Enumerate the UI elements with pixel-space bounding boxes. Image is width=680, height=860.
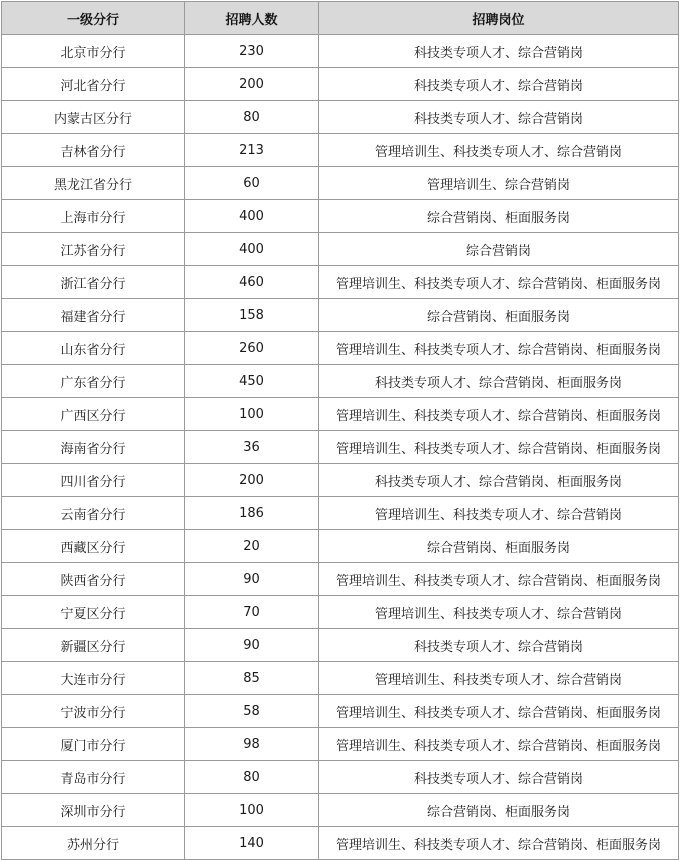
table-body [2,35,679,860]
table-row [2,101,679,134]
count-cell: 140 [185,827,319,860]
branch-cell: 广东省分行 [2,365,185,398]
positions-cell: 综合营销岗、柜面服务岗 [319,794,679,827]
count-cell: 400 [185,233,319,266]
table-row [2,497,679,530]
positions-cell: 综合营销岗 [319,233,679,266]
branch-cell: 陕西省分行 [2,563,185,596]
positions-cell: 管理培训生、科技类专项人才、综合营销岗 [319,497,679,530]
branch-cell: 苏州分行 [2,827,185,860]
branch-cell: 内蒙古区分行 [2,101,185,134]
branch-cell: 浙江省分行 [2,266,185,299]
branch-cell: 西藏区分行 [2,530,185,563]
table-row [2,662,679,695]
count-cell: 80 [185,761,319,794]
count-cell: 400 [185,200,319,233]
branch-cell: 四川省分行 [2,464,185,497]
positions-cell: 科技类专项人才、综合营销岗 [319,35,679,68]
table-row [2,596,679,629]
branch-cell: 大连市分行 [2,662,185,695]
count-cell: 200 [185,68,319,101]
table-row [2,464,679,497]
positions-cell: 科技类专项人才、综合营销岗 [319,101,679,134]
count-cell: 58 [185,695,319,728]
count-cell: 450 [185,365,319,398]
table-row [2,365,679,398]
count-cell: 80 [185,101,319,134]
positions-cell: 管理培训生、科技类专项人才、综合营销岗、柜面服务岗 [319,398,679,431]
positions-cell: 科技类专项人才、综合营销岗、柜面服务岗 [319,464,679,497]
table-row [2,794,679,827]
table-row [2,200,679,233]
table-header [2,2,679,35]
branch-cell: 云南省分行 [2,497,185,530]
positions-cell: 科技类专项人才、综合营销岗 [319,629,679,662]
count-cell: 20 [185,530,319,563]
table-row [2,332,679,365]
branch-cell: 吉林省分行 [2,134,185,167]
table-row [2,431,679,464]
table-row [2,761,679,794]
count-cell: 158 [185,299,319,332]
header-count: 招聘人数 [185,2,319,35]
table-row [2,35,679,68]
table-row [2,827,679,860]
positions-cell: 管理培训生、科技类专项人才、综合营销岗、柜面服务岗 [319,695,679,728]
count-cell: 98 [185,728,319,761]
branch-cell: 上海市分行 [2,200,185,233]
table-row [2,266,679,299]
count-cell: 230 [185,35,319,68]
positions-cell: 综合营销岗、柜面服务岗 [319,530,679,563]
count-cell: 213 [185,134,319,167]
branch-cell: 宁波市分行 [2,695,185,728]
branch-cell: 厦门市分行 [2,728,185,761]
positions-cell: 管理培训生、科技类专项人才、综合营销岗 [319,596,679,629]
branch-cell: 广西区分行 [2,398,185,431]
header-row [2,2,679,35]
branch-cell: 海南省分行 [2,431,185,464]
table-row [2,530,679,563]
table-row [2,398,679,431]
positions-cell: 科技类专项人才、综合营销岗 [319,761,679,794]
positions-cell: 管理培训生、科技类专项人才、综合营销岗、柜面服务岗 [319,266,679,299]
count-cell: 186 [185,497,319,530]
positions-cell: 管理培训生、综合营销岗 [319,167,679,200]
count-cell: 70 [185,596,319,629]
count-cell: 60 [185,167,319,200]
recruitment-table [1,1,679,860]
positions-cell: 管理培训生、科技类专项人才、综合营销岗 [319,662,679,695]
branch-cell: 北京市分行 [2,35,185,68]
table-row [2,68,679,101]
branch-cell: 深圳市分行 [2,794,185,827]
table-row [2,134,679,167]
branch-cell: 河北省分行 [2,68,185,101]
table-row [2,695,679,728]
count-cell: 90 [185,629,319,662]
count-cell: 100 [185,398,319,431]
positions-cell: 综合营销岗、柜面服务岗 [319,200,679,233]
positions-cell: 综合营销岗、柜面服务岗 [319,299,679,332]
positions-cell: 管理培训生、科技类专项人才、综合营销岗、柜面服务岗 [319,563,679,596]
count-cell: 200 [185,464,319,497]
positions-cell: 管理培训生、科技类专项人才、综合营销岗、柜面服务岗 [319,431,679,464]
branch-cell: 江苏省分行 [2,233,185,266]
branch-cell: 山东省分行 [2,332,185,365]
branch-cell: 青岛市分行 [2,761,185,794]
table-row [2,167,679,200]
count-cell: 260 [185,332,319,365]
header-branch: 一级分行 [2,2,185,35]
positions-cell: 管理培训生、科技类专项人才、综合营销岗、柜面服务岗 [319,728,679,761]
table-row [2,563,679,596]
count-cell: 460 [185,266,319,299]
count-cell: 90 [185,563,319,596]
branch-cell: 新疆区分行 [2,629,185,662]
branch-cell: 黑龙江省分行 [2,167,185,200]
table-row [2,233,679,266]
count-cell: 100 [185,794,319,827]
count-cell: 36 [185,431,319,464]
positions-cell: 科技类专项人才、综合营销岗 [319,68,679,101]
table-row [2,728,679,761]
branch-cell: 宁夏区分行 [2,596,185,629]
table-row [2,629,679,662]
table-row [2,299,679,332]
count-cell: 85 [185,662,319,695]
positions-cell: 管理培训生、科技类专项人才、综合营销岗、柜面服务岗 [319,827,679,860]
branch-cell: 福建省分行 [2,299,185,332]
positions-cell: 科技类专项人才、综合营销岗、柜面服务岗 [319,365,679,398]
positions-cell: 管理培训生、科技类专项人才、综合营销岗、柜面服务岗 [319,332,679,365]
positions-cell: 管理培训生、科技类专项人才、综合营销岗 [319,134,679,167]
header-positions: 招聘岗位 [319,2,679,35]
